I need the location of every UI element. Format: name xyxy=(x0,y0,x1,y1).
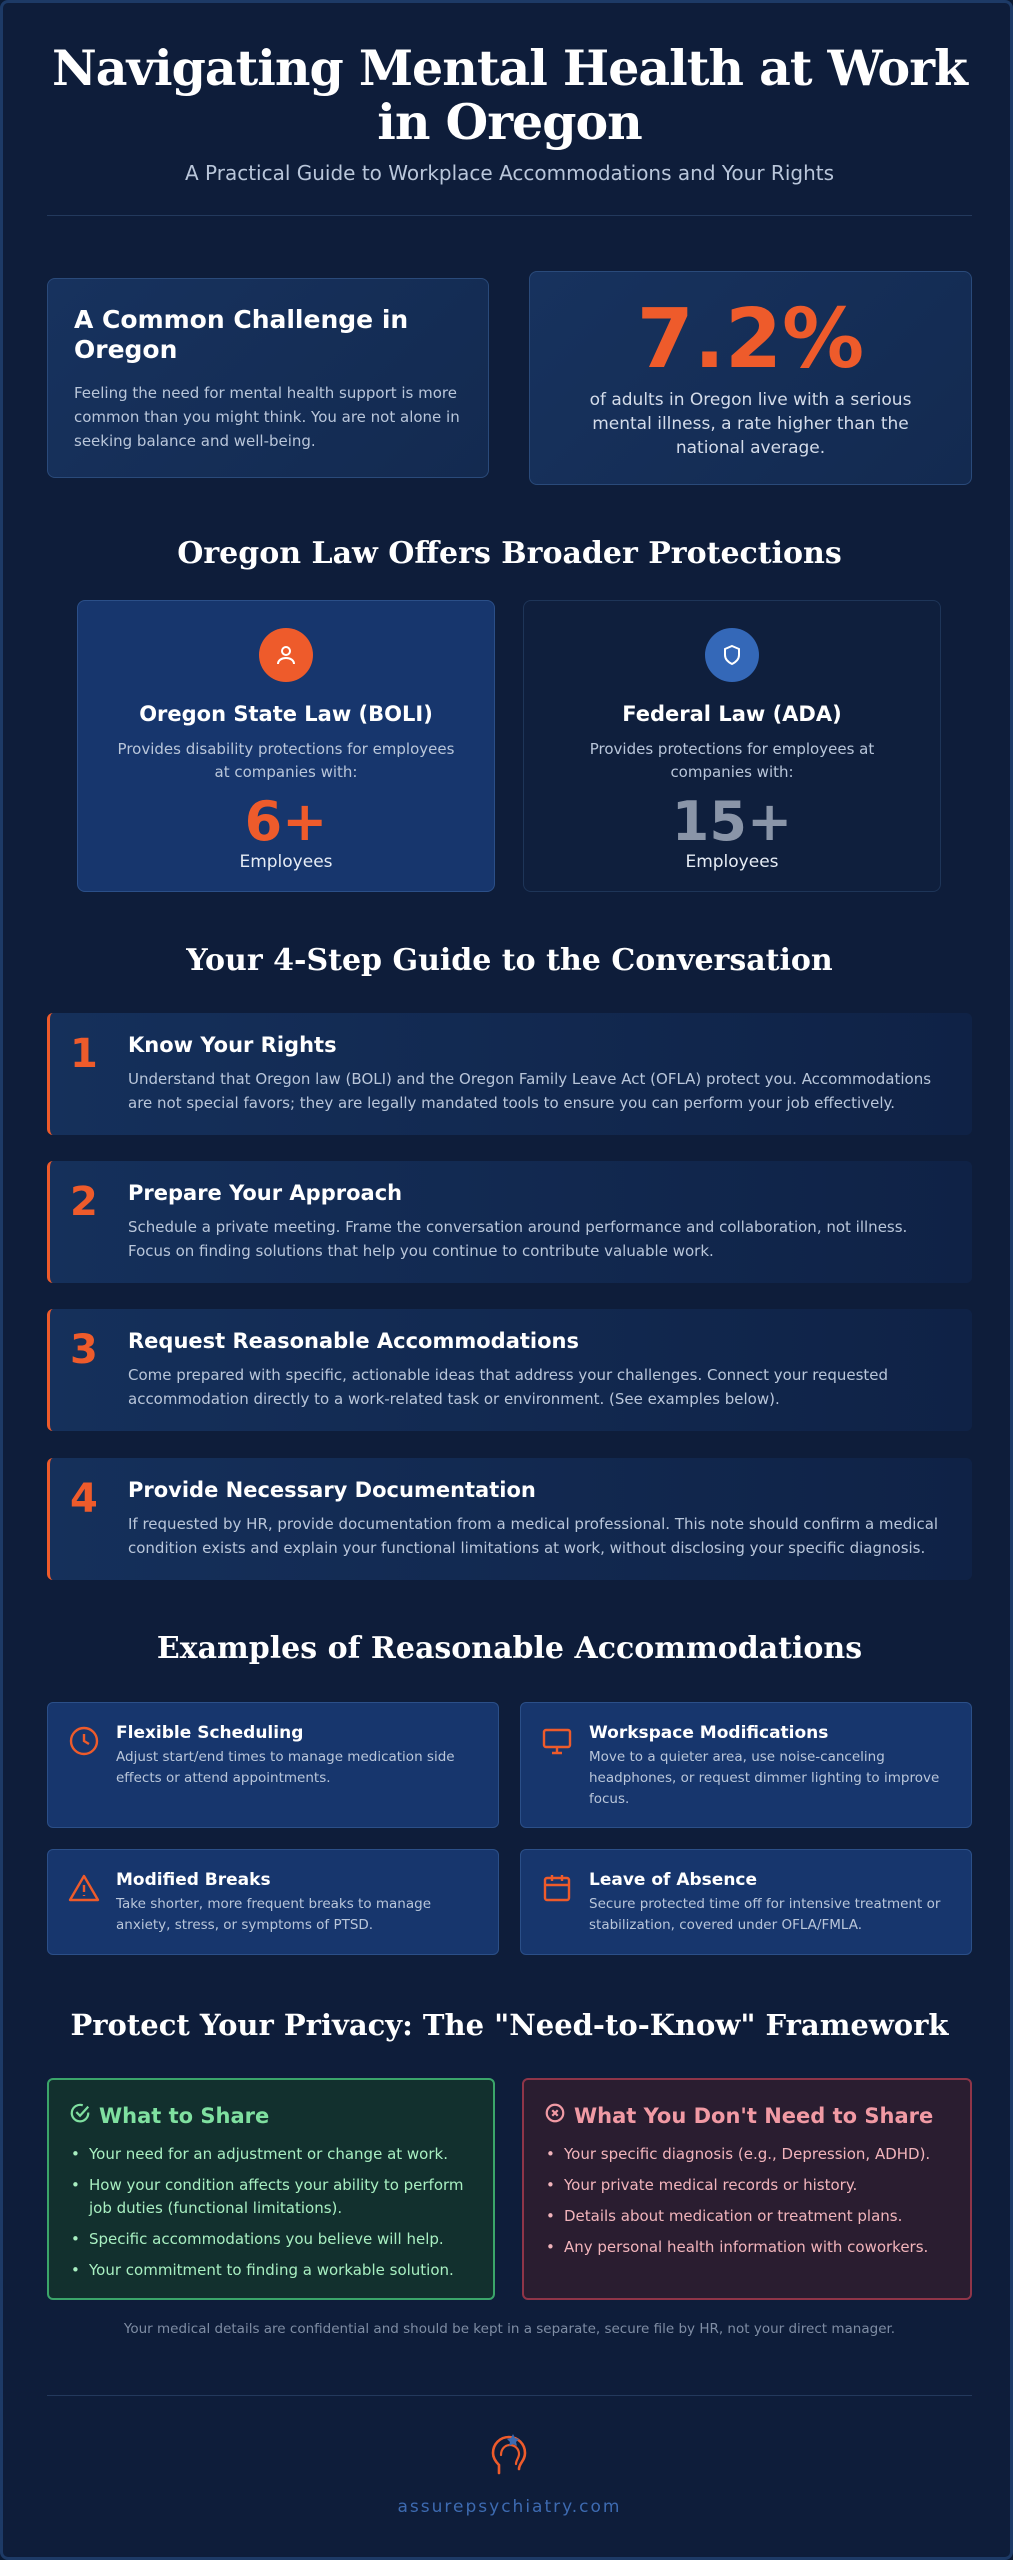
boli-number: 6+ xyxy=(244,790,328,853)
accommodation-text: Move to a quieter area, use noise-canceling headphones, or request dimmer lighting to improve focus. xyxy=(589,1749,940,1807)
challenge-title: A Common Challenge in Oregon xyxy=(74,305,409,364)
ada-title: Federal Law (ADA) xyxy=(622,702,842,726)
list-item: • Your specific diagnosis (e.g., Depression, ADHD). xyxy=(544,2143,950,2166)
steps-section-title: Your 4-Step Guide to the Conversation xyxy=(186,943,833,978)
step-number: 3 xyxy=(70,1327,98,1373)
step-title: Know Your Rights xyxy=(128,1033,337,1057)
privacy-note: Your medical details are confidential and should be kept in a separate, secure file by HR, not your direct manager. xyxy=(123,2321,896,2337)
accommodation-text: Secure protected time off for intensive treatment or stabilization, covered under OFLA/FMLA. xyxy=(589,1896,941,1933)
list-item: • Your commitment to finding a workable solution. xyxy=(69,2259,473,2282)
boli-card xyxy=(77,600,495,892)
step-text: Understand that Oregon law (BOLI) and the Oregon Family Leave Act (OFLA) protect you. Accommodations are not special favors; they are legally mandated tools to ensure you can perform your job effectively. xyxy=(128,1070,932,1112)
boli-text: Provides disability protections for employees at companies with: xyxy=(117,740,455,781)
step-text: Come prepared with specific, actionable ideas that address your challenges. Connect your requested accommodation directly to a work-related task or environment. (See examples below). xyxy=(128,1366,889,1408)
accommodation-text: Adjust start/end times to manage medication side effects or attend appointments. xyxy=(116,1749,455,1786)
ada-card xyxy=(523,600,941,892)
accommodation-card xyxy=(47,1849,499,1955)
list-item: • How your condition affects your ability to perform job duties (functional limitations). xyxy=(69,2174,473,2220)
noshare-card xyxy=(522,2078,972,2300)
step-number: 2 xyxy=(70,1179,98,1225)
step-card xyxy=(47,1458,972,1580)
list-item: • Any personal health information with coworkers. xyxy=(544,2236,950,2259)
challenge-card xyxy=(47,278,489,478)
page-subtitle: A Practical Guide to Workplace Accommodations and Your Rights xyxy=(184,161,835,185)
boli-title: Oregon State Law (BOLI) xyxy=(139,702,433,726)
list-item: • Your private medical records or history. xyxy=(544,2174,950,2197)
head-logo-icon xyxy=(489,2429,531,2477)
warning-icon xyxy=(68,1872,100,1904)
laws-section-title: Oregon Law Offers Broader Protections xyxy=(177,536,842,571)
step-card xyxy=(47,1309,972,1431)
noshare-list xyxy=(544,2143,950,2259)
step-title: Request Reasonable Accommodations xyxy=(128,1329,579,1353)
list-item: • Specific accommodations you believe will help. xyxy=(69,2228,473,2251)
share-list xyxy=(69,2143,473,2282)
accommodation-title: Workspace Modifications xyxy=(589,1723,829,1743)
ada-text: Provides protections for employees at companies with: xyxy=(589,740,875,781)
ada-unit: Employees xyxy=(685,852,779,872)
x-circle-icon xyxy=(544,2102,566,2129)
step-number: 4 xyxy=(70,1476,98,1522)
user-icon xyxy=(259,628,313,682)
divider xyxy=(47,215,972,216)
step-card xyxy=(47,1161,972,1283)
accommodation-title: Modified Breaks xyxy=(116,1870,271,1890)
ada-number: 15+ xyxy=(671,790,793,853)
stat-card xyxy=(529,271,972,485)
calendar-icon xyxy=(541,1872,573,1904)
shield-icon xyxy=(705,628,759,682)
clock-icon xyxy=(68,1725,100,1757)
page-title: Navigating Mental Health at Work in Oregon xyxy=(51,39,967,151)
step-title: Provide Necessary Documentation xyxy=(128,1478,536,1502)
footer-divider xyxy=(47,2395,972,2396)
challenge-text: Feeling the need for mental health support is more common than you might think. You are not alone in seeking balance and well-being. xyxy=(74,384,460,450)
website-link[interactable]: assurepsychiatry.com xyxy=(397,2497,622,2517)
stat-value: 7.2% xyxy=(636,292,865,387)
noshare-title: What You Don't Need to Share xyxy=(574,2103,934,2128)
step-title: Prepare Your Approach xyxy=(128,1181,403,1205)
step-text: If requested by HR, provide documentation from a medical professional. This note should confirm a medical condition exists and explain your functional limitations at work, without disclosing your specific diagnosis. xyxy=(128,1515,939,1557)
accommodation-title: Flexible Scheduling xyxy=(116,1723,304,1743)
privacy-section-title: Protect Your Privacy: The "Need-to-Know" Framework xyxy=(70,2008,949,2042)
stat-text: of adults in Oregon live with a serious mental illness, a rate higher than the national average. xyxy=(589,390,912,458)
check-circle-icon xyxy=(69,2102,91,2129)
list-item: • Your need for an adjustment or change at work. xyxy=(69,2143,473,2166)
step-number: 1 xyxy=(70,1031,98,1077)
accommodation-card xyxy=(520,1849,972,1955)
accommodation-card xyxy=(520,1702,972,1828)
step-card xyxy=(47,1013,972,1135)
step-text: Schedule a private meeting. Frame the conversation around performance and collaboration, not illness. Focus on finding solutions that help you continue to contribute valuable work. xyxy=(128,1218,908,1260)
accommodation-title: Leave of Absence xyxy=(589,1870,758,1890)
monitor-icon xyxy=(541,1725,573,1757)
accommodations-section-title: Examples of Reasonable Accommodations xyxy=(156,1631,863,1666)
boli-unit: Employees xyxy=(239,852,333,872)
share-card xyxy=(47,2078,495,2300)
accommodation-text: Take shorter, more frequent breaks to manage anxiety, stress, or symptoms of PTSD. xyxy=(116,1896,432,1933)
share-title: What to Share xyxy=(99,2103,270,2128)
list-item: • Details about medication or treatment plans. xyxy=(544,2205,950,2228)
accommodation-card xyxy=(47,1702,499,1828)
